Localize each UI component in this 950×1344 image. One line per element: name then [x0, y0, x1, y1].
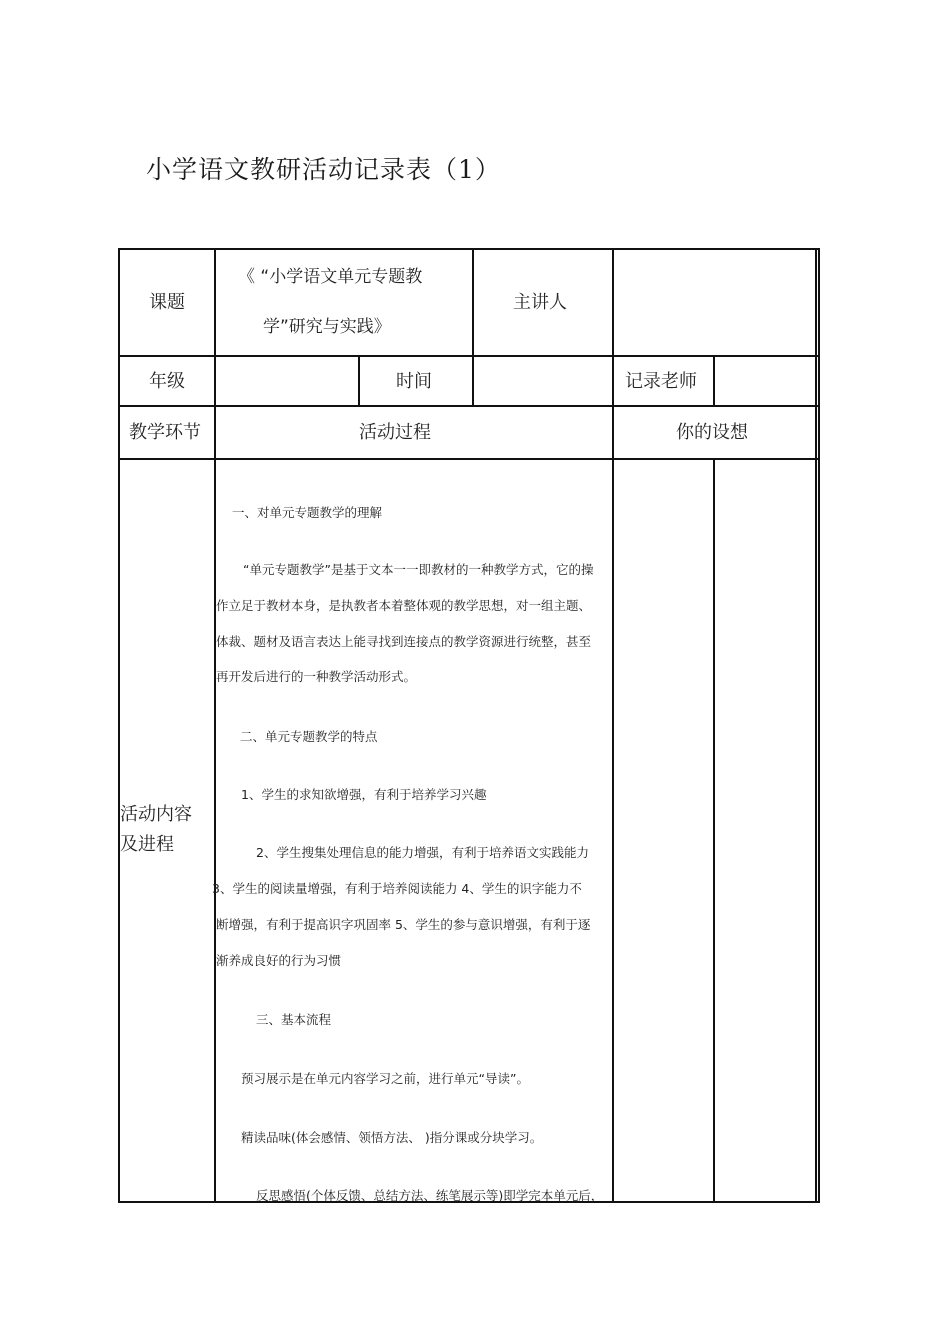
activity-label-line2: 及进程	[120, 834, 174, 855]
table-rule	[472, 248, 474, 357]
table-rule	[713, 355, 715, 406]
content-list-item: 3、学生的阅读量增强，有利于培养阅读能力 4、学生的识字能力不	[212, 881, 582, 896]
content-list-item: 1、学生的求知欲增强，有利于培养学习兴趣	[241, 787, 487, 802]
page-title: 小学语文教研活动记录表（1）	[146, 155, 501, 184]
topic-label: 课题	[149, 292, 185, 313]
content-paragraph-line: “单元专题教学”是基于文本一一即教材的一种教学方式，它的操	[243, 562, 594, 577]
content-heading: 三、基本流程	[256, 1012, 332, 1027]
topic-value-line2: 学”研究与实践》	[263, 317, 391, 337]
table-border-right	[815, 248, 817, 1203]
speaker-label: 主讲人	[513, 292, 567, 313]
table-rule	[612, 248, 614, 1203]
stage-label: 教学环节	[129, 422, 201, 443]
idea-label: 你的设想	[676, 422, 748, 443]
table-rule	[472, 355, 474, 406]
content-paragraph-line: 预习展示是在单元内容学习之前，进行单元“导读”。	[241, 1071, 529, 1086]
content-heading: 二、单元专题教学的特点	[240, 729, 378, 744]
content-paragraph-line: 体裁、题材及语言表达上能寻找到连接点的教学资源进行统整，甚至	[216, 634, 592, 649]
content-paragraph-line: 作立足于教材本身，是执教者本着整体观的教学思想，对一组主题、	[216, 598, 592, 613]
grade-label: 年级	[149, 371, 185, 392]
activity-label-line1: 活动内容	[120, 804, 192, 825]
content-paragraph-line: 精读品味(体会感情、领悟方法、 )指分课或分块学习。	[241, 1130, 543, 1145]
topic-value-line1: 《 “小学语文单元专题教	[238, 267, 423, 287]
content-heading: 一、对单元专题教学的理解	[232, 505, 383, 520]
content-paragraph-line: 再开发后进行的一种教学活动形式。	[216, 669, 417, 684]
process-label: 活动过程	[359, 422, 431, 443]
table-rule	[358, 355, 360, 406]
table-border-top	[118, 248, 818, 250]
table-border-left	[118, 248, 120, 1203]
content-list-item: 2、学生搜集处理信息的能力增强，有利于培养语文实践能力	[256, 845, 589, 860]
content-list-item: 断增强，有利于提高识字巩固率 5、学生的参与意识增强，有利于逐	[216, 917, 591, 932]
table-rule	[713, 458, 715, 1203]
recorder-label: 记录老师	[625, 371, 697, 392]
content-list-item: 渐养成良好的行为习惯	[216, 953, 342, 968]
table-rule	[214, 248, 216, 1203]
table-border-right	[818, 248, 820, 1203]
content-paragraph-line: 反思感悟(个体反馈、总结方法、练笔展示等)即学完本单元后，	[256, 1188, 604, 1203]
time-label: 时间	[396, 371, 432, 392]
